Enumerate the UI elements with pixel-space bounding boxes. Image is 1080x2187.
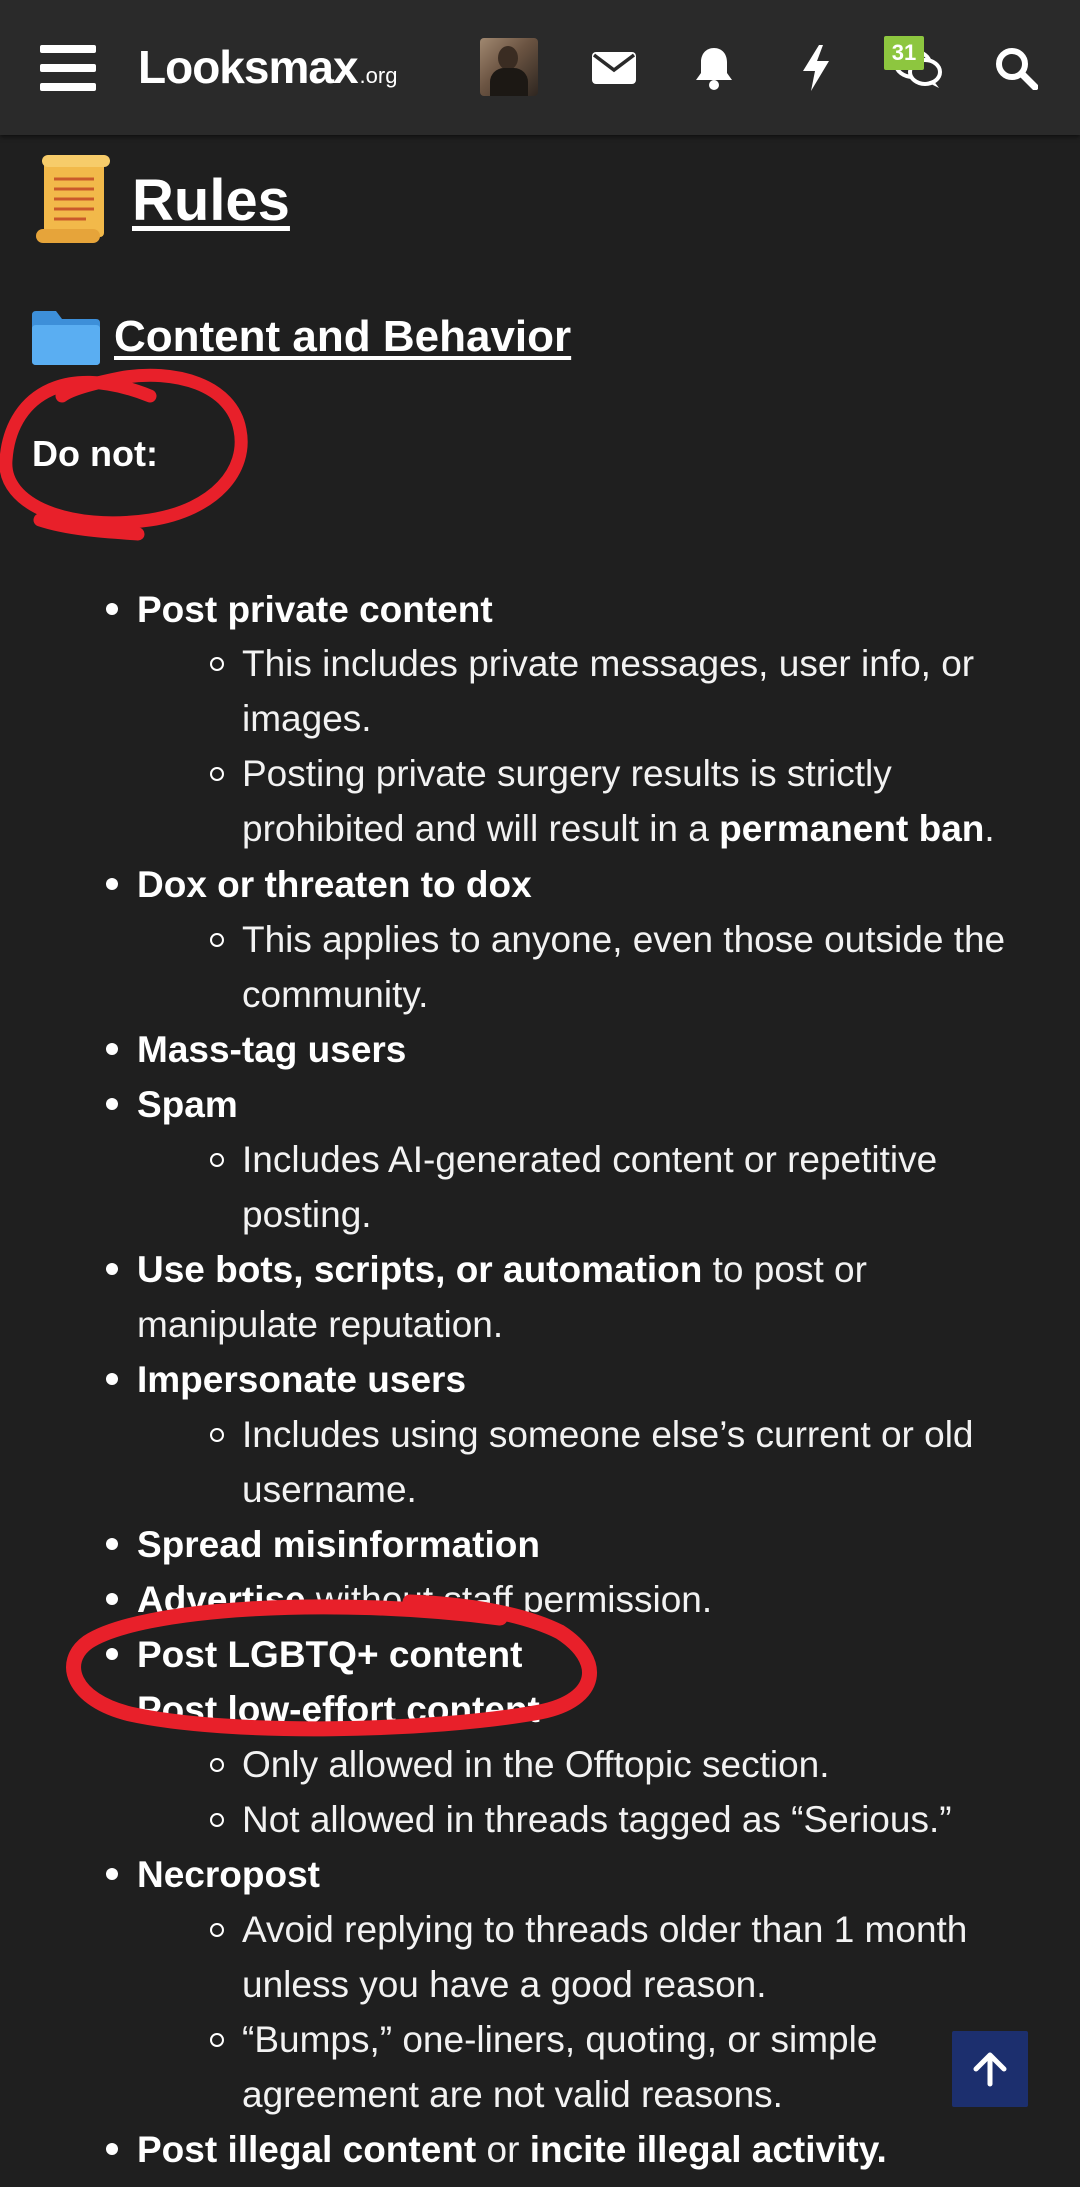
bullet: [106, 1538, 118, 1550]
sub-item: Includes AI-generated content or repetitive: [242, 1139, 938, 1180]
user-avatar[interactable]: [480, 38, 538, 96]
list-item: Necropost: [137, 1854, 320, 1895]
bolt-icon[interactable]: [786, 38, 846, 98]
list-item: Spread misinformation: [137, 1524, 540, 1565]
scroll-to-top-button[interactable]: [952, 2031, 1028, 2107]
section-heading: [30, 307, 571, 367]
sub-item-cont: posting.: [242, 1194, 372, 1235]
bullet: [106, 878, 118, 890]
sub-item: Only allowed in the Offtopic section.: [242, 1744, 830, 1785]
bullet: [106, 1043, 118, 1055]
sub-bullet: [210, 2033, 224, 2047]
sub-bullet: [210, 1923, 224, 1937]
scroll-icon: [30, 155, 116, 245]
sub-item-cont: username.: [242, 1469, 417, 1510]
sub-item: Avoid replying to threads older than 1 month: [242, 1909, 968, 1950]
bell-icon[interactable]: [684, 38, 744, 98]
bullet: [106, 1373, 118, 1385]
sub-item-cont: images.: [242, 698, 372, 739]
sub-item: Includes using someone else’s current or old: [242, 1414, 974, 1455]
list-item: Post private content: [137, 589, 493, 630]
sub-item-cont: prohibited and will result in a permanent ban.: [242, 808, 995, 849]
list-item-cont: manipulate reputation.: [137, 1304, 504, 1345]
sub-bullet: [210, 1813, 224, 1827]
mail-icon[interactable]: [584, 38, 644, 98]
sub-bullet: [210, 933, 224, 947]
sub-item-cont: agreement are not valid reasons.: [242, 2074, 783, 2115]
list-item: Post low-effort content: [137, 1689, 540, 1730]
logo-sub-text: .org: [359, 63, 398, 88]
list-item: Post LGBTQ+ content: [137, 1634, 523, 1675]
top-navigation-bar: [0, 0, 1080, 135]
bullet: [106, 1263, 118, 1275]
section-title[interactable]: Content and Behavior: [114, 312, 572, 361]
search-icon[interactable]: [986, 38, 1046, 98]
sub-bullet: [210, 657, 224, 671]
sub-bullet: [210, 1758, 224, 1772]
folder-icon: [30, 307, 102, 367]
notification-badge: 31: [884, 36, 924, 70]
sub-item: This includes private messages, user info, or: [242, 643, 975, 684]
menu-icon[interactable]: [40, 45, 96, 91]
sub-bullet: [210, 767, 224, 781]
list-item: Impersonate users: [137, 1359, 467, 1400]
bullet: [106, 1868, 118, 1880]
sub-bullet: [210, 1153, 224, 1167]
arrow-up-icon: [972, 2051, 1008, 2087]
do-not-label: Do not:: [32, 433, 158, 474]
sub-item: “Bumps,” one-liners, quoting, or simple: [242, 2019, 878, 2060]
site-logo[interactable]: [138, 40, 397, 100]
list-item: Spam: [137, 1084, 238, 1125]
list-item: Advertise without staff permission.: [137, 1579, 713, 1620]
list-item: Dox or threaten to dox: [137, 864, 532, 905]
bullet: [106, 1098, 118, 1110]
list-item: Post illegal content or incite illegal activity.: [137, 2129, 887, 2170]
sub-item: Posting private surgery results is strictly: [242, 753, 892, 794]
bullet: [106, 1593, 118, 1605]
sub-item-cont: unless you have a good reason.: [242, 1964, 767, 2005]
bullet: [106, 1648, 118, 1660]
list-item: Mass-tag users: [137, 1029, 407, 1070]
logo-main-text: Looksmax: [138, 41, 358, 93]
list-item: Use bots, scripts, or automation to post or: [137, 1249, 867, 1290]
sub-item: Not allowed in threads tagged as “Serious.”: [242, 1799, 952, 1840]
rules-heading: [30, 155, 290, 245]
sub-bullet: [210, 1428, 224, 1442]
page-title[interactable]: Rules: [132, 167, 290, 233]
bullet: [106, 603, 118, 615]
sub-item-cont: community.: [242, 974, 429, 1015]
sub-item: This applies to anyone, even those outside the: [242, 919, 1006, 960]
bullet: [106, 2143, 118, 2155]
